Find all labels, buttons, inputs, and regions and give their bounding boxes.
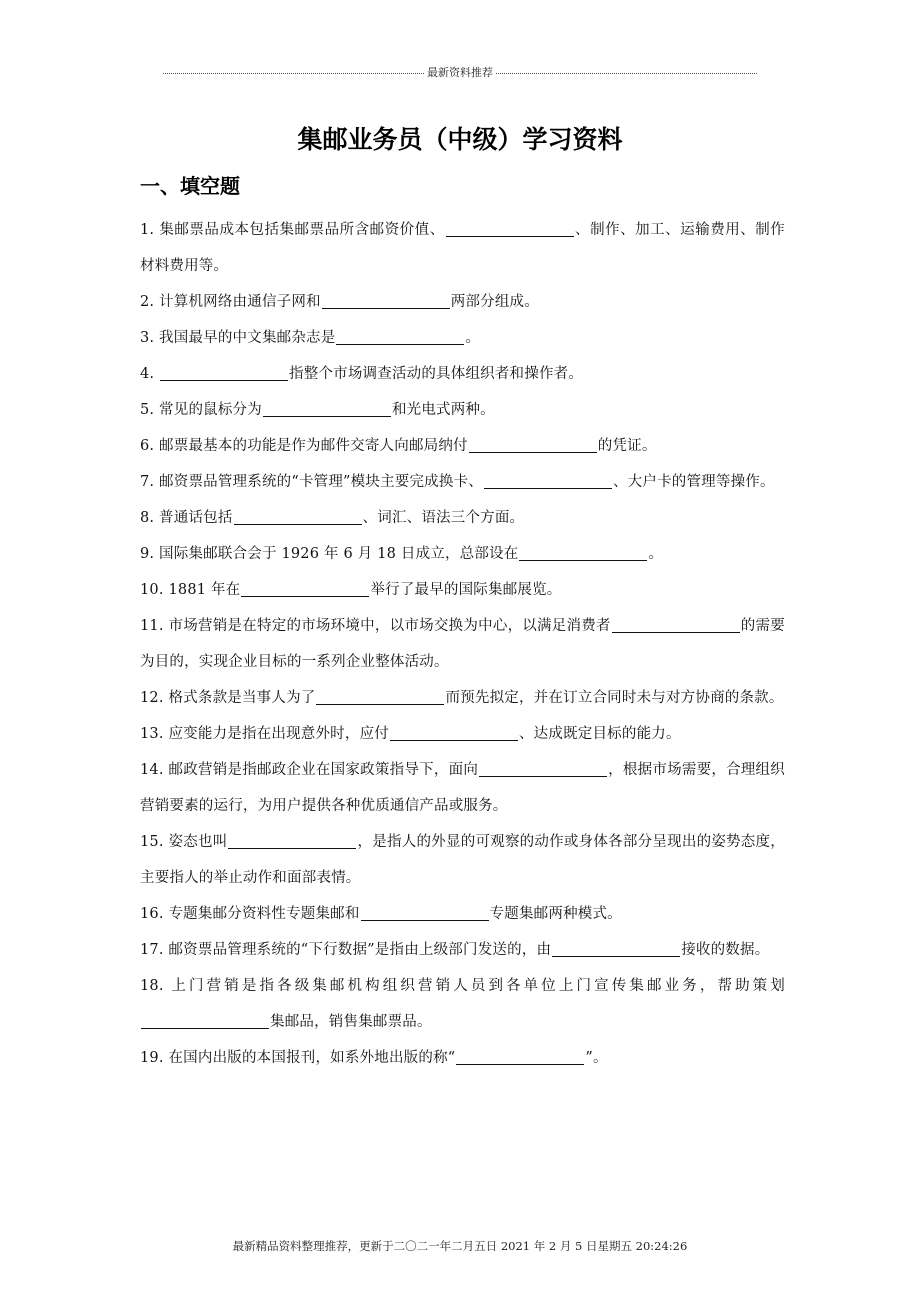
answer-blank xyxy=(479,759,607,777)
question-item xyxy=(140,608,785,680)
question-text-before: 14. 邮政营销是指邮政企业在国家政策指导下，面向 xyxy=(140,762,479,778)
question-text-after: 专题集邮两种模式。 xyxy=(489,906,622,922)
answer-blank xyxy=(456,1047,584,1065)
question-item xyxy=(140,428,785,464)
question-text-after: 。 xyxy=(465,330,481,346)
question-item xyxy=(140,824,785,896)
question-item xyxy=(140,716,785,752)
section-heading: 一、填空题 xyxy=(140,174,240,198)
question-text-after: 的需要为目的，实现企业目标的一系列企业整体活动。 xyxy=(140,618,785,670)
question-text-before: 19. 在国内出版的本国报刊，如系外地出版的称“ xyxy=(140,1050,456,1066)
question-text-before: 13. 应变能力是指在出现意外时，应付 xyxy=(140,726,389,742)
document-title: 集邮业务员（中级）学习资料 xyxy=(297,125,623,154)
answer-blank xyxy=(469,435,597,453)
question-text-before: 12. 格式条款是当事人为了 xyxy=(140,690,316,706)
answer-blank xyxy=(519,543,647,561)
question-item xyxy=(140,572,785,608)
answer-blank xyxy=(484,471,612,489)
question-text-after: 。 xyxy=(648,546,664,562)
answer-blank xyxy=(160,363,288,381)
answer-blank xyxy=(322,291,450,309)
question-item xyxy=(140,356,785,392)
question-item xyxy=(140,320,785,356)
question-item xyxy=(140,212,785,284)
question-text-after: 接收的数据。 xyxy=(681,942,770,958)
question-text-after: 、大户卡的管理等操作。 xyxy=(612,474,775,490)
page-header xyxy=(163,64,757,80)
question-text-before: 18. 上门营销是指各级集邮机构组织营销人员到各单位上门宣传集邮业务，帮助策划 xyxy=(140,978,785,994)
answer-blank xyxy=(234,507,362,525)
header-dotted-rule-right xyxy=(496,73,757,74)
question-list xyxy=(140,212,785,1076)
question-item xyxy=(140,932,785,968)
question-text-after: 、达成既定目标的能力。 xyxy=(518,726,681,742)
answer-blank xyxy=(316,687,444,705)
question-text-after: 举行了最早的国际集邮展览。 xyxy=(370,582,562,598)
question-item xyxy=(140,536,785,572)
question-text-after: 而预先拟定，并在订立合同时未与对方协商的条款。 xyxy=(445,690,784,706)
question-text-after: 集邮品，销售集邮票品。 xyxy=(270,1014,432,1030)
question-text-after: 两部分组成。 xyxy=(450,294,539,310)
question-text-before: 7. 邮资票品管理系统的“卡管理”模块主要完成换卡、 xyxy=(140,474,483,490)
answer-blank xyxy=(263,399,391,417)
question-text-before: 16. 专题集邮分资料性专题集邮和 xyxy=(140,906,360,922)
question-text-before: 8. 普通话包括 xyxy=(140,510,233,526)
header-text: 最新资料推荐 xyxy=(427,66,493,79)
question-text-before: 9. 国际集邮联合会于 1926 年 6 月 18 日成立，总部设在 xyxy=(140,546,519,562)
answer-blank xyxy=(241,579,369,597)
answer-blank xyxy=(446,219,574,237)
question-text-before: 6. 邮票最基本的功能是作为邮件交寄人向邮局纳付 xyxy=(140,438,468,454)
question-item xyxy=(140,752,785,824)
question-item xyxy=(140,392,785,428)
question-item xyxy=(140,1040,785,1076)
question-text-after: 指整个市场调查活动的具体组织者和操作者。 xyxy=(289,366,584,382)
question-text-after: ，根据市场需要，合理组织营销要素的运行，为用户提供各种优质通信产品或服务。 xyxy=(140,762,785,814)
question-text-before: 1. 集邮票品成本包括集邮票品所含邮资价值、 xyxy=(140,222,445,238)
answer-blank xyxy=(390,723,518,741)
question-text-before: 10. 1881 年在 xyxy=(140,582,241,598)
question-item xyxy=(140,968,785,1040)
question-text-before: 3. 我国最早的中文集邮杂志是 xyxy=(140,330,336,346)
question-text-after: ”。 xyxy=(585,1050,608,1066)
question-text-before: 17. 邮资票品管理系统的“下行数据”是指由上级部门发送的，由 xyxy=(140,942,552,958)
question-text-after: 的凭证。 xyxy=(597,438,657,454)
question-text-before: 5. 常见的鼠标分为 xyxy=(140,402,262,418)
question-item xyxy=(140,896,785,932)
question-text-before: 11. 市场营销是在特定的市场环境中，以市场交换为中心，以满足消费者 xyxy=(140,618,611,634)
question-text-before: 15. 姿态也叫 xyxy=(140,834,228,850)
question-text-after: ，是指人的外显的可观察的动作或身体各部分呈现出的姿势态度，主要指人的举止动作和面部表情。 xyxy=(140,834,785,886)
page-footer: 最新精品资料整理推荐，更新于二〇二一年二月五日 2021 年 2 月 5 日星期五 20:24:26 xyxy=(232,1239,688,1253)
answer-blank xyxy=(336,327,464,345)
question-item xyxy=(140,500,785,536)
question-item xyxy=(140,680,785,716)
answer-blank xyxy=(612,615,740,633)
answer-blank xyxy=(361,903,489,921)
question-text-before: 2. 计算机网络由通信子网和 xyxy=(140,294,321,310)
answer-blank xyxy=(228,831,356,849)
answer-blank xyxy=(552,939,680,957)
question-text-before: 4. xyxy=(140,366,160,382)
question-item xyxy=(140,464,785,500)
question-item xyxy=(140,284,785,320)
header-dotted-rule-left xyxy=(163,73,424,74)
answer-blank xyxy=(141,1011,269,1029)
question-text-after: 和光电式两种。 xyxy=(391,402,495,418)
question-text-after: 、词汇、语法三个方面。 xyxy=(362,510,525,526)
question-text-after: 、制作、加工、运输费用、制作材料费用等。 xyxy=(140,222,785,274)
